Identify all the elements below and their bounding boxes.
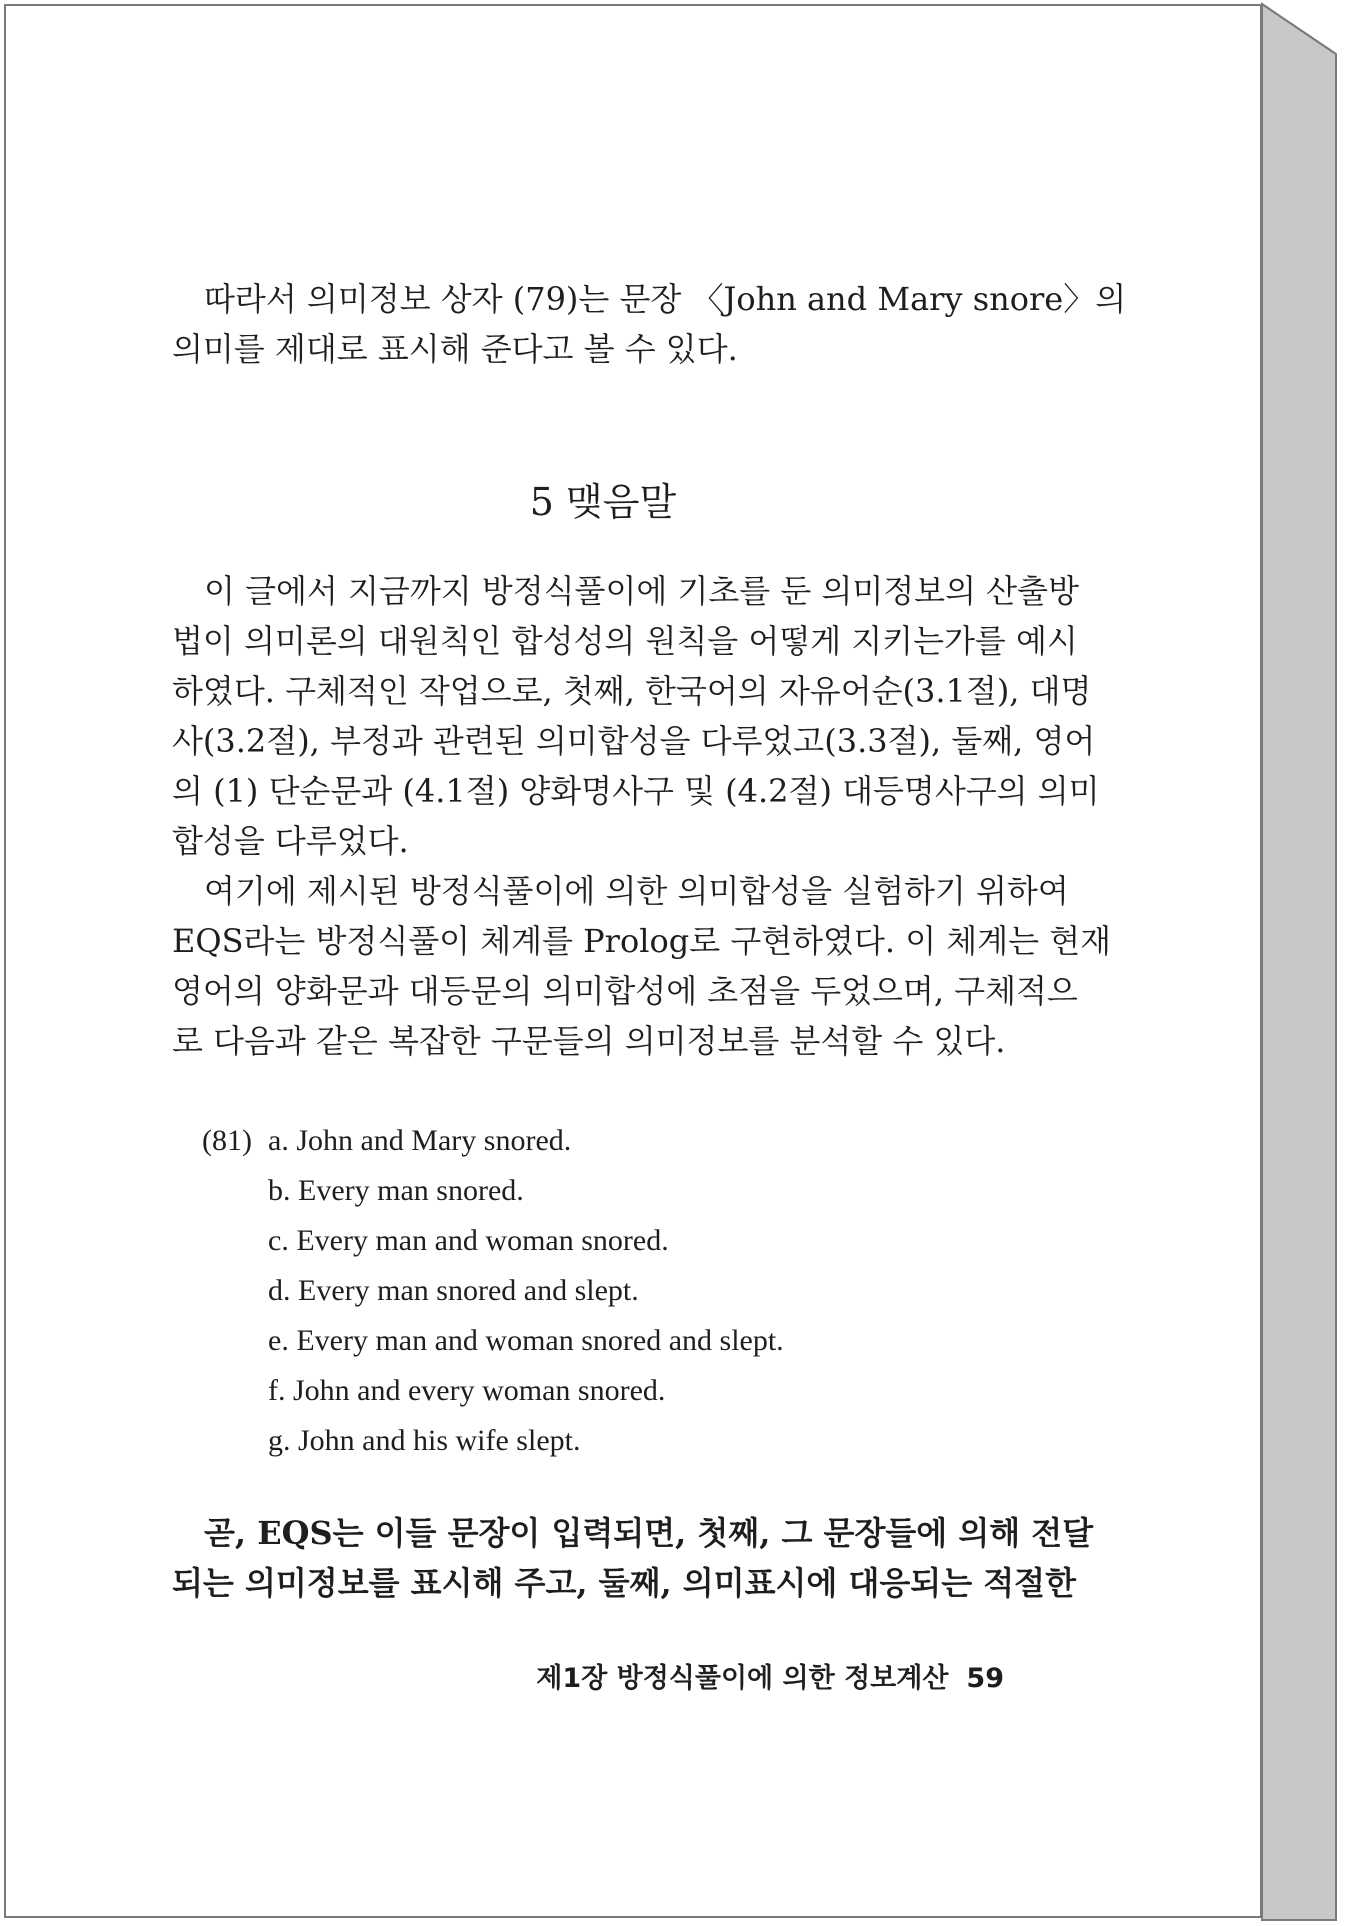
paragraph-2 — [172, 566, 1100, 866]
section-heading: 5 맺음말 — [529, 480, 677, 524]
example-item — [202, 1366, 784, 1416]
paragraph-line: 되는 의미정보를 표시해 주고, 둘째, 의미표시에 대응되는 적절한 — [172, 1564, 1076, 1602]
running-chapter-title: 제1장 방정식풀이에 의한 정보계산 — [536, 1663, 949, 1694]
example-text: b. Every man snored. — [268, 1174, 524, 1207]
paragraph-4 — [172, 1508, 1094, 1608]
paragraph-line: 법이 의미론의 대원칙인 합성성의 원칙을 어떻게 지키는가를 예시 — [172, 622, 1078, 660]
document-page — [4, 4, 1262, 1918]
paragraph-line: 로 다음과 같은 복잡한 구문들의 의미정보를 분석할 수 있다. — [172, 1022, 1006, 1060]
example-text: g. John and his wife slept. — [268, 1424, 581, 1457]
paragraph-line: 하였다. 구체적인 작업으로, 첫째, 한국어의 자유어순(3.1절), 대명 — [172, 672, 1092, 710]
example-text: c. Every man and woman snored. — [268, 1224, 669, 1257]
paragraph-line: 의 (1) 단순문과 (4.1절) 양화명사구 및 (4.2절) 대등명사구의 의미 — [172, 772, 1100, 810]
example-item — [202, 1266, 784, 1316]
page-footer — [172, 1656, 1004, 1695]
paragraph-line: 합성을 다루었다. — [172, 822, 409, 860]
paragraph-3 — [172, 866, 1112, 1066]
paragraph-line: 이 글에서 지금까지 방정식풀이에 기초를 둔 의미정보의 산출방 — [204, 572, 1079, 610]
paragraph-line: 영어의 양화문과 대등문의 의미합성에 초점을 두었으며, 구체적으 — [172, 972, 1078, 1010]
example-item — [202, 1166, 784, 1216]
example-number: (81) — [202, 1124, 252, 1157]
example-text: a. John and Mary snored. — [268, 1124, 572, 1157]
paragraph-1 — [172, 274, 1127, 374]
example-item — [202, 1416, 784, 1466]
example-item — [202, 1316, 784, 1366]
paragraph-line: 사(3.2절), 부정과 관련된 의미합성을 다루었고(3.3절), 둘째, 영어 — [172, 722, 1096, 760]
example-list — [202, 1116, 784, 1466]
paragraph-line: 여기에 제시된 방정식풀이에 의한 의미합성을 실험하기 위하여 — [204, 872, 1069, 910]
paragraph-line: EQS라는 방정식풀이 체계를 Prolog로 구현하였다. 이 체계는 현재 — [172, 922, 1112, 960]
paragraph-line: 곧, EQS는 이들 문장이 입력되면, 첫째, 그 문장들에 의해 전달 — [204, 1514, 1094, 1552]
example-text: d. Every man snored and slept. — [268, 1274, 639, 1307]
example-text: e. Every man and woman snored and slept. — [268, 1324, 784, 1357]
paragraph-line: 의미를 제대로 표시해 준다고 볼 수 있다. — [172, 330, 738, 368]
example-text: f. John and every woman snored. — [268, 1374, 666, 1407]
example-item — [202, 1216, 784, 1266]
page-number: 59 — [966, 1663, 1004, 1694]
paragraph-line: 따라서 의미정보 상자 (79)는 문장 〈John and Mary snore〉의 — [204, 280, 1127, 318]
example-item — [202, 1116, 784, 1166]
